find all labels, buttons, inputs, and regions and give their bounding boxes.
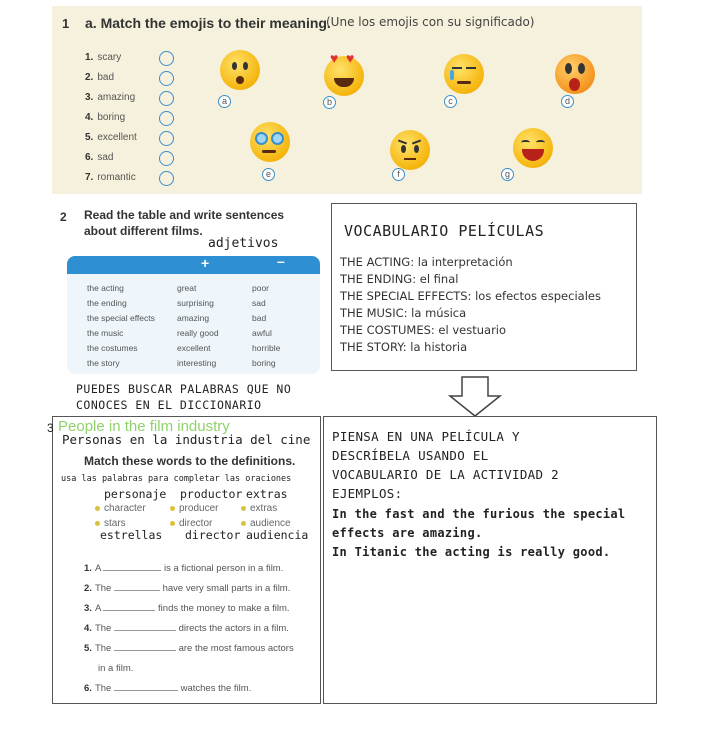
exercise-2-number: 2	[60, 210, 67, 224]
emoji-label-a: a	[218, 95, 231, 108]
emoji-label-d: d	[561, 95, 574, 108]
word-option: character	[95, 503, 146, 514]
word-option: stars	[95, 518, 126, 529]
answer-blank[interactable]	[114, 690, 178, 691]
word-item: 2. bad	[85, 72, 115, 83]
vocabulary-line: THE ENDING: el final	[340, 272, 459, 286]
word-item: 6. sad	[85, 152, 114, 163]
handwritten-word: estrellas	[100, 528, 163, 542]
exercise-3-note: usa las palabras para completar las oraciones	[61, 474, 292, 484]
answer-blank[interactable]	[103, 570, 161, 571]
exercise-3-instruction: Match these words to the definitions.	[84, 454, 296, 468]
table-header	[67, 256, 320, 274]
exercise-1-hint: (Une los emojis con su significado)	[326, 15, 535, 29]
handwritten-word: productor	[180, 487, 243, 501]
exercise-1-number: 1	[62, 16, 70, 31]
example-line: In Titanic the acting is really good.	[332, 545, 611, 559]
answer-circle[interactable]	[159, 171, 174, 186]
answer-circle[interactable]	[159, 51, 174, 66]
example-line: In the fast and the furious the special	[332, 507, 626, 521]
answer-blank[interactable]	[103, 610, 155, 611]
vocabulary-box	[331, 203, 637, 371]
answer-circle[interactable]	[159, 131, 174, 146]
vocabulary-line: THE STORY: la historia	[340, 340, 468, 354]
vocabulary-line: THE SPECIAL EFFECTS: los efectos especiales	[340, 289, 601, 303]
emoji-label-g: g	[501, 168, 514, 181]
dictionary-note: PUEDES BUSCAR PALABRAS QUE NO CONOCES EN EL DICCIONARIO	[76, 382, 292, 412]
word-item: 3. amazing	[85, 92, 136, 103]
definition-sentence: 2. The have very small parts in a film.	[84, 583, 291, 594]
answer-circle[interactable]	[159, 71, 174, 86]
emoji-label-c: c	[444, 95, 457, 108]
laughing-emoji-icon	[513, 128, 553, 168]
emoji-label-e: e	[262, 168, 275, 181]
word-item: 1. scary	[85, 52, 122, 63]
exercise-3-number: 3	[47, 421, 54, 435]
adjectives-note: adjetivos	[208, 236, 279, 251]
handwritten-word: personaje	[104, 487, 167, 501]
prompt-line: EJEMPLOS:	[332, 486, 403, 501]
vocabulary-line: THE ACTING: la interpretación	[340, 255, 513, 269]
definition-sentence: 6. The watches the film.	[84, 683, 252, 694]
definition-sentence: 1. A is a fictional person in a film.	[84, 563, 284, 574]
vocabulary-line: THE COSTUMES: el vestuario	[340, 323, 507, 337]
definition-sentence: 3. A finds the money to make a film.	[84, 603, 290, 614]
prompt-line: DESCRÍBELA USANDO EL	[332, 448, 489, 463]
answer-circle[interactable]	[159, 151, 174, 166]
word-item: 5. excellent	[85, 132, 137, 143]
word-option: director	[170, 518, 212, 529]
word-item: 4. boring	[85, 112, 126, 123]
cool-emoji-icon	[250, 122, 290, 162]
handwritten-word: audiencia	[246, 528, 309, 542]
answer-blank[interactable]	[114, 630, 176, 631]
scared-emoji-icon	[555, 54, 595, 94]
handwritten-word: director	[185, 528, 241, 542]
surprised-emoji-icon	[220, 50, 260, 90]
exercise-3-title: People in the film industry	[58, 418, 230, 435]
exercise-1-panel	[52, 6, 642, 194]
answer-circle[interactable]	[159, 111, 174, 126]
handwritten-word: extras	[246, 487, 288, 501]
example-line: effects are amazing.	[332, 526, 483, 540]
adjectives-table: + – the acting great poor the ending surprising sad the special effects amazing bad the music really good awful the costumes excellent horrible the story interesting boring	[67, 256, 320, 374]
exercise-3-subtitle: Personas en la industria del cine	[62, 432, 311, 447]
exercise-2-instruction: Read the table and write sentences about different films.	[84, 208, 285, 238]
emoji-label-f: f	[392, 168, 405, 181]
word-option: producer	[170, 503, 218, 514]
vocabulary-title: VOCABULARIO PELÍCULAS	[344, 222, 545, 240]
prompt-line: PIENSA EN UNA PELÍCULA Y	[332, 429, 520, 444]
writing-prompt-box	[323, 416, 657, 704]
definition-sentence: 5. The are the most famous actors	[84, 643, 294, 654]
vocabulary-line: THE MUSIC: la música	[340, 306, 467, 320]
answer-circle[interactable]	[159, 91, 174, 106]
definition-sentence: in a film.	[98, 663, 134, 674]
heart-eyes-emoji-icon: ♥ ♥	[324, 56, 364, 96]
word-option: audience	[241, 518, 291, 529]
down-arrow-icon	[448, 376, 502, 418]
bored-emoji-icon	[390, 130, 430, 170]
answer-blank[interactable]	[114, 590, 160, 591]
emoji-label-b: b	[323, 96, 336, 109]
exercise-1-title: a. Match the emojis to their meaning.	[85, 15, 331, 31]
answer-blank[interactable]	[114, 650, 176, 651]
word-item: 7. romantic	[85, 172, 136, 183]
word-option: extras	[241, 503, 277, 514]
minus-icon: –	[277, 256, 285, 269]
prompt-line: VOCABULARIO DE LA ACTIVIDAD 2	[332, 467, 559, 482]
plus-icon: +	[201, 256, 210, 271]
definition-sentence: 4. The directs the actors in a film.	[84, 623, 289, 634]
sad-emoji-icon	[444, 54, 484, 94]
